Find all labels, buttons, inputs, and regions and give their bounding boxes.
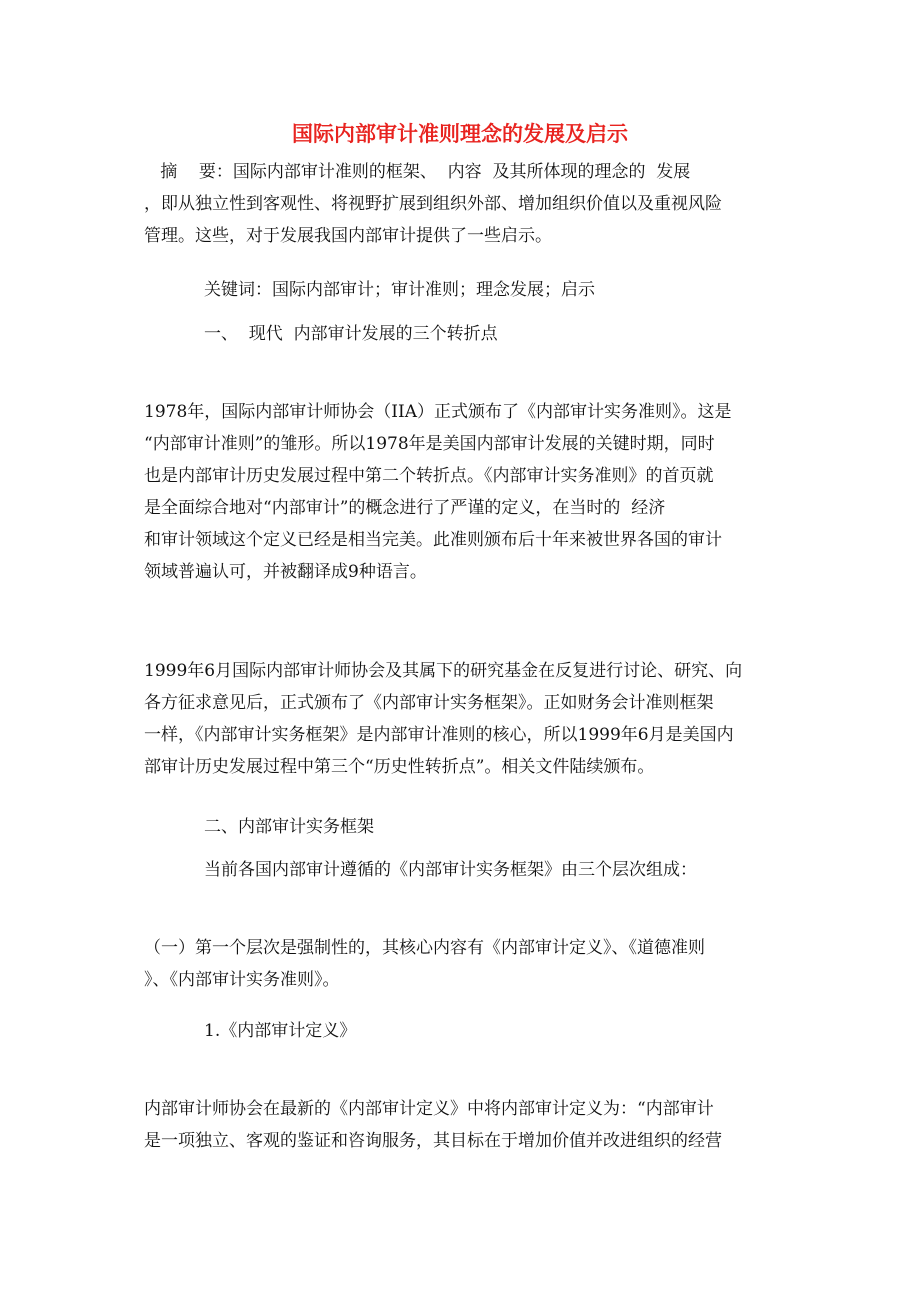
text-line: 1978年，国际内部审计师协会（IIA）正式颁布了《内部审计实务准则》。这是: [144, 402, 732, 422]
section-heading-2: [204, 811, 844, 843]
text-line: （一）第一个层次是强制性的，其核心内容有《内部审计定义》、《道德准则: [144, 938, 705, 958]
text-line: 当前各国内部审计遵循的《内部审计实务框架》由三个层次组成：: [204, 860, 697, 880]
document-title: 国际内部审计准则理念的发展及启示: [292, 122, 628, 146]
text-line: 》、《内部审计实务准则》。: [144, 970, 340, 990]
text-line: 一、 现代 内部审计发展的三个转折点: [204, 324, 498, 344]
text-line: “内部审计准则”的雏形。所以1978年是美国内部审计发展的关键时期，同时: [144, 434, 715, 454]
text-line: 是一项独立、客观的鉴证和咨询服务，其目标在于增加价值并改进组织的经营: [144, 1131, 722, 1151]
text-line: 各方征求意见后，正式颁布了《内部审计实务框架》。正如财务会计准则框架: [144, 693, 714, 713]
text-line: 和审计领域这个定义已经是相当完美。此准则颁布后十年来被世界各国的审计: [144, 530, 722, 550]
text-line: 领域普遍认可，并被翻译成9种语言。: [144, 562, 427, 582]
text-line: 管理。这些，对于发展我国内部审计提供了一些启示。: [144, 226, 552, 246]
text-line: 部审计历史发展过程中第三个“历史性转折点”。相关文件陆续颁布。: [144, 757, 655, 777]
definition-paragraph: [144, 1093, 784, 1157]
item-heading-1: [204, 1015, 844, 1047]
text-line: 是全面综合地对“内部审计”的概念进行了严谨的定义，在当时的 经济: [144, 498, 666, 518]
text-line: ，即从独立性到客观性、将视野扩展到组织外部、增加组织价值以及重视风险: [144, 194, 722, 214]
keywords-line: [204, 274, 844, 306]
text-line: 1999年6月国际内部审计师协会及其属下的研究基金在反复进行讨论、研究、向: [144, 661, 743, 681]
framework-intro: [204, 854, 844, 886]
text-line: 内部审计师协会在最新的《内部审计定义》中将内部审计定义为：“内部审计: [144, 1099, 714, 1119]
section-heading-1: [204, 318, 844, 350]
text-line: 摘 要：国际内部审计准则的框架、 内容 及其所体现的理念的 发展: [144, 162, 691, 182]
text-line: 关键词：国际内部审计；审计准则；理念发展；启示: [204, 280, 595, 300]
paragraph-1999: [144, 655, 784, 783]
text-line: 1.《内部审计定义》: [204, 1021, 357, 1041]
paragraph-1978: [144, 396, 784, 588]
text-line: 一样，《内部审计实务框架》是内部审计准则的核心，所以1999年6月是美国内: [144, 725, 734, 745]
text-line: 二、内部审计实务框架: [204, 817, 374, 837]
abstract-paragraph: [144, 156, 784, 252]
level-one-paragraph: [144, 932, 784, 996]
text-line: 也是内部审计历史发展过程中第二个转折点。《内部审计实务准则》的首页就: [144, 466, 714, 486]
